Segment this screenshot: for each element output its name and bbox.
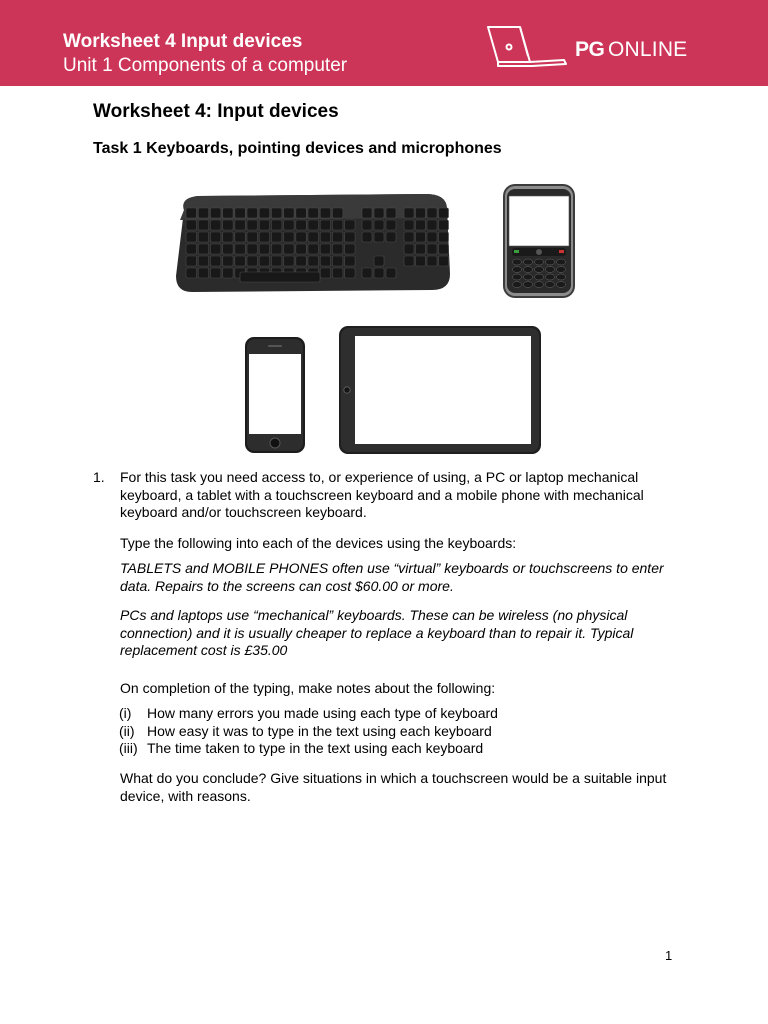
typing-passage-1 bbox=[120, 560, 664, 595]
notes-intro: On completion of the typing, make notes about the following: bbox=[120, 680, 496, 696]
question-intro bbox=[120, 469, 644, 522]
question-intro-line: keyboard and/or touchscreen keyboard. bbox=[120, 504, 367, 520]
passage-line: data. Repairs to the screens can cost $60.00 or more. bbox=[120, 577, 454, 594]
header-band bbox=[0, 0, 768, 86]
conclusion-line: device, with reasons. bbox=[120, 787, 251, 804]
notes-item-text: The time taken to type in the text using each keyboard bbox=[147, 740, 484, 756]
page-number: 1 bbox=[665, 948, 673, 963]
question-intro-line: keyboard, a tablet with a touchscreen keyboard and a mobile phone with mechanical bbox=[120, 486, 644, 503]
notes-item-number: (iii) bbox=[119, 740, 138, 756]
passage-line: TABLETS and MOBILE PHONES often use “virtual” keyboards or touchscreens to enter bbox=[120, 560, 664, 576]
notes-item bbox=[119, 723, 498, 741]
notes-item-number: (ii) bbox=[119, 722, 135, 739]
blackberry-phone-image bbox=[500, 182, 578, 300]
typing-passage-2 bbox=[120, 607, 633, 660]
brand-online: ONLINE bbox=[608, 38, 688, 61]
passage-line: PCs and laptops use “mechanical” keyboards. These can be wireless (no physical bbox=[120, 607, 628, 623]
conclusion-line: What do you conclude? Give situations in which a touchscreen would be a suitable input bbox=[120, 770, 667, 786]
smartphone-image bbox=[243, 336, 307, 454]
brand-pg: PG bbox=[575, 38, 605, 61]
notes-item-text: How many errors you made using each type of keyboard bbox=[147, 705, 498, 721]
laptop-logo-icon bbox=[484, 24, 570, 72]
notes-item-text: How easy it was to type in the text using each keyboard bbox=[147, 722, 492, 739]
passage-line: connection) and it is usually cheaper to replace a keyboard than to repair it. Typical bbox=[120, 624, 634, 641]
header-title: Worksheet 4 Input devices bbox=[63, 31, 303, 52]
page-title: Worksheet 4: Input devices bbox=[93, 101, 339, 122]
pg-online-logo bbox=[484, 24, 704, 72]
notes-item-number: (i) bbox=[119, 705, 132, 721]
tablet-image bbox=[337, 324, 543, 456]
question-number: 1. bbox=[93, 469, 105, 485]
notes-list bbox=[119, 705, 498, 758]
task-heading: Task 1 Keyboards, pointing devices and microphones bbox=[93, 140, 502, 157]
header-subtitle: Unit 1 Components of a computer bbox=[63, 55, 348, 76]
keyboard-image bbox=[170, 188, 454, 298]
passage-line: replacement cost is £35.00 bbox=[120, 642, 288, 658]
typing-instruction: Type the following into each of the devices using the keyboards: bbox=[120, 535, 517, 551]
question-intro-line: For this task you need access to, or experience of using, a PC or laptop mechanical bbox=[120, 469, 639, 485]
notes-item bbox=[119, 705, 498, 723]
notes-item bbox=[119, 740, 498, 758]
conclusion-question bbox=[120, 770, 666, 805]
